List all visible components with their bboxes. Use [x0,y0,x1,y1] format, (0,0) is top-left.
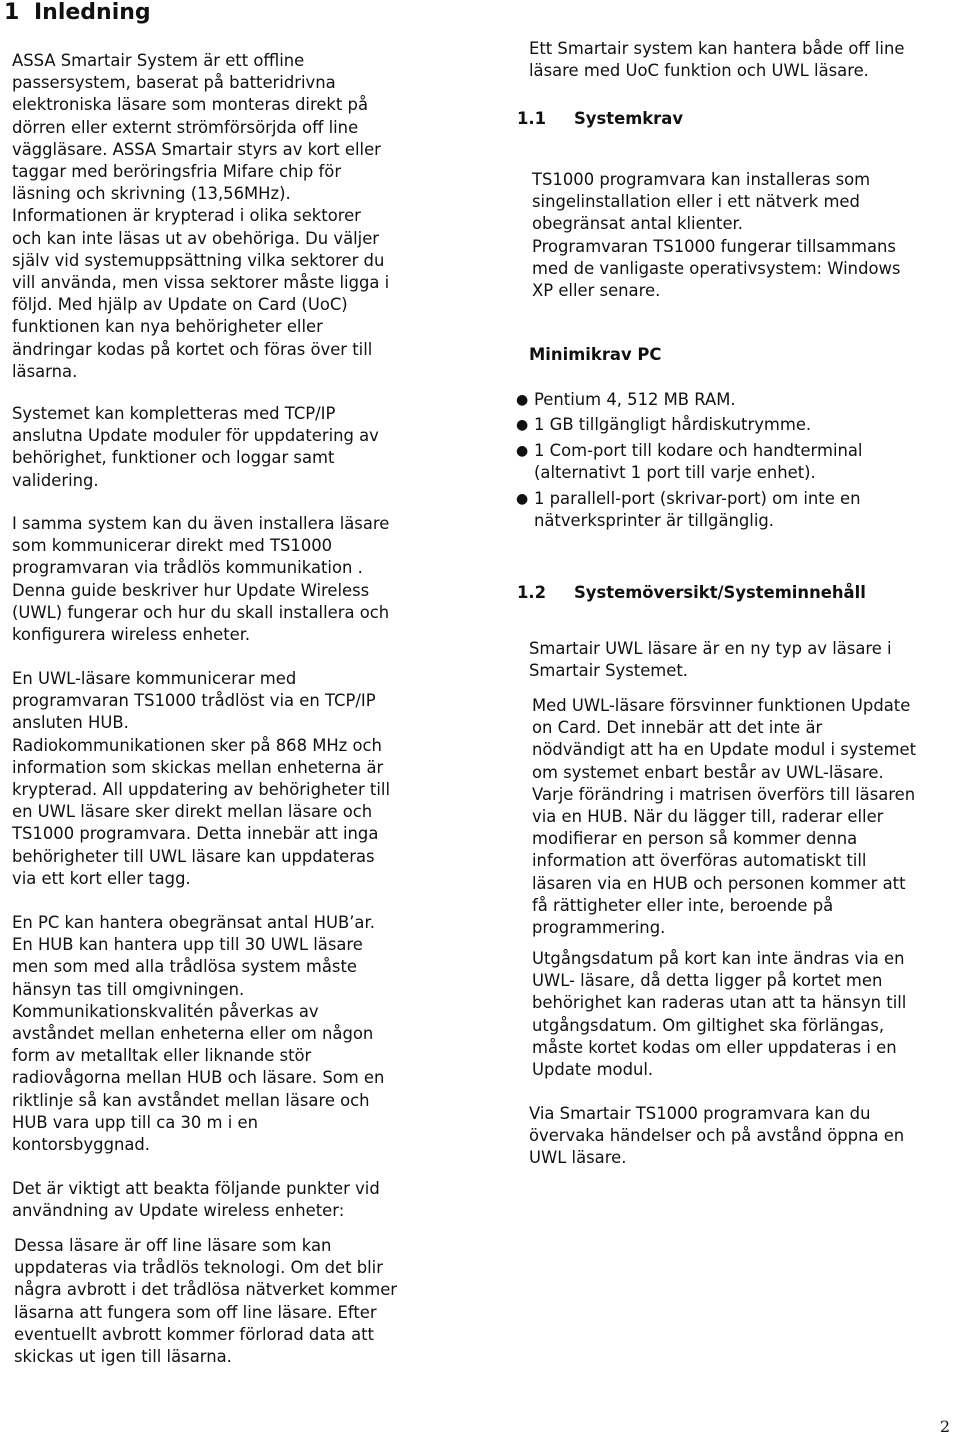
subsection-heading-systemkrav [517,108,683,130]
bullet-icon: ● [516,443,529,459]
list-item [514,440,862,484]
subsection-heading-systemoversikt [517,582,866,604]
paragraph-intro: ASSA Smartair System är ett offline passersystem, baserat på batteridrivna elektroniska läsare som monteras direkt på dörren eller externt strömförsörjda off line väggläsare. ASSA Smartair styrs av kort eller taggar med beröringsfria Mifare chip för läsning och skrivning (13,56MHz). Informationen är krypterad i olika sektorer och kan inte läsas ut av obehöriga. Du väljer själv vid systemuppsättning vilka sektorer du vill använda, men vissa sektorer måste ligga i följd. Med hjälp av Update on Card (UoC) funktionen kan nya behörigheter eller ändringar kodas på kortet och föras över till läsarna. [12,51,390,381]
section-heading [4,0,151,26]
paragraph-hub: En PC kan hantera obegränsat antal HUB’ar. En HUB kan hantera upp till 30 UWL läsare men som med alla trådlösa system måste hänsyn tas till omgivningen. Kommunikationskvalitén påverkas av avståndet mellan enheterna eller om någon form av metalltak eller liknande stör radiovågorna mellan HUB och läsare. Som en riktlinje så kan avståndet mellan läsare och HUB vara upp till ca 30 m i en kontorsbyggnad. [12,913,385,1155]
paragraph-uwl-update: Med UWL-läsare försvinner funktionen Update on Card. Det innebär att det inte är nödvändigt att ha en Update modul i systemet om systemet enbart består av UWL-läsare. Varje förändring i matrisen överförs till läsaren via en HUB. När du lägger till, raderar eller modifierar en person så kommer denna information att överföras automatiskt till läsaren via en HUB och personen kommer att få rättigheter eller inte, beroende på programmering. [532,696,917,938]
bullet-icon: ● [516,491,529,507]
subsection-title: Systemöversikt/Systeminnehåll [574,583,866,602]
page-number: 2 [939,1417,950,1436]
paragraph-expiry: Utgångsdatum på kort kan inte ändras via en UWL- läsare, då detta ligger på kortet men behörighet kan raderas utan att ta hänsyn till utgångsdatum. Om giltighet ska förlängas, måste kortet kodas om eller uppdateras i en Update modul. [532,949,907,1080]
subsection-number: 1.2 [517,583,547,602]
paragraph-uwl-intro: Smartair UWL läsare är en ny typ av läsare i Smartair Systemet. [529,639,892,681]
subsection-number: 1.1 [517,109,547,128]
paragraph-offline: Dessa läsare är off line läsare som kan uppdateras via trådlös teknologi. Om det blir några avbrott i det trådlösa nätverket kommer läsarna att fungera som off line läsare. Efter eventuellt avbrott kommer förlorad data att skickas ut igen till läsarna. [14,1236,398,1367]
section-title: Inledning [34,0,151,25]
list-item-text: Pentium 4, 512 MB RAM. [534,390,736,409]
bullet-icon: ● [516,417,529,433]
paragraph-uwl-reader: En UWL-läsare kommunicerar med programvaran TS1000 trådlöst via en TCP/IP ansluten HUB. Radiokommunikationen sker på 868 MHz och information som skickas mellan enheterna är krypterad. All uppdatering av behörigheter till en UWL läsare sker direkt mellan läsare och TS1000 programvara. Detta innebär att inga behörigheter till UWL läsare kan uppdateras via ett kort eller tagg. [12,669,391,888]
list-item [514,414,811,436]
section-number: 1 [4,0,20,25]
list-item-text: 1 Com-port till kodare och handterminal (alternativt 1 port till varje enhet). [534,441,863,483]
bullet-icon: ● [516,392,529,408]
list-item [514,488,861,532]
paragraph-wireless: I samma system kan du även installera läsare som kommunicerar direkt med TS1000 programvaran via trådlös kommunikation . Denna guide beskriver hur Update Wireless (UWL) fungerar och hur du skall installera och konfigurera wireless enheter. [12,514,390,645]
list-item [514,389,736,411]
minimum-requirements-heading: Minimikrav PC [529,345,662,364]
paragraph-requirements: TS1000 programvara kan installeras som singelinstallation eller i ett nätverk med obegränsat antal klienter. Programvaran TS1000 fungerar tillsammans med de vanligaste operativsystem: Windows XP eller senare. [532,170,901,301]
paragraph-system-capacity: Ett Smartair system kan hantera både off line läsare med UoC funktion och UWL läsare. [529,39,905,81]
list-item-text: 1 parallell-port (skrivar-port) om inte en nätverksprinter är tillgänglig. [534,489,861,531]
paragraph-tcpip: Systemet kan kompletteras med TCP/IP anslutna Update moduler för uppdatering av behörighet, funktioner och loggar samt validering. [12,404,379,490]
paragraph-monitoring: Via Smartair TS1000 programvara kan du övervaka händelser och på avstånd öppna en UWL läsare. [529,1104,905,1168]
paragraph-important: Det är viktigt att beakta följande punkter vid användning av Update wireless enheter: [12,1179,380,1221]
list-item-text: 1 GB tillgängligt hårdiskutrymme. [534,415,812,434]
subsection-title: Systemkrav [574,109,684,128]
